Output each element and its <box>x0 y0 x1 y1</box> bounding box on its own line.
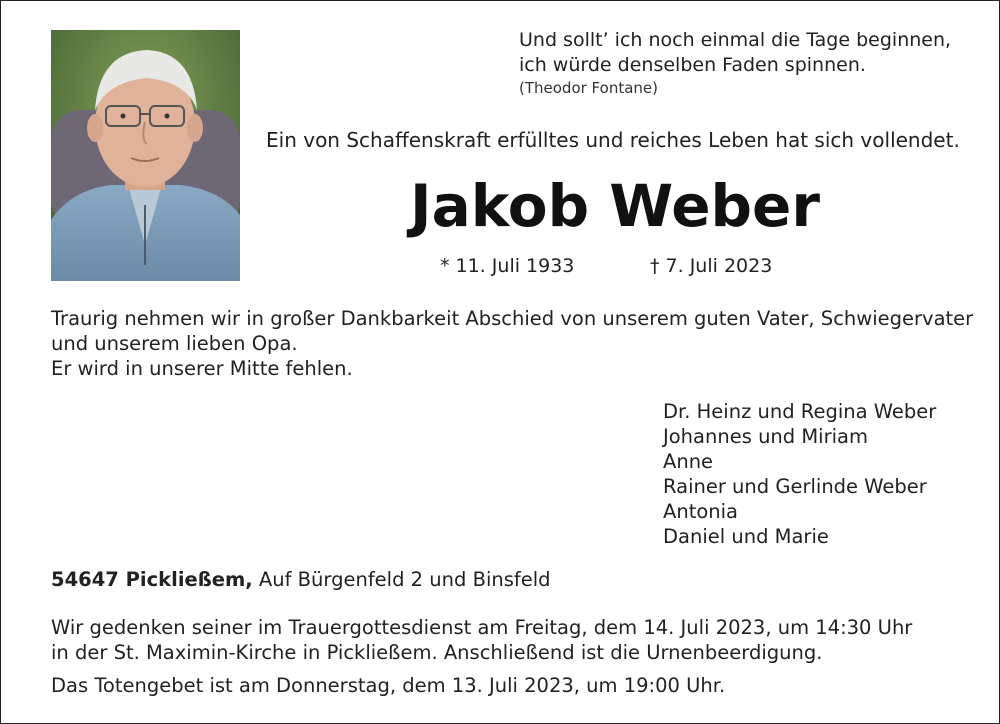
tagline: Ein von Schaffenskraft erfülltes und reiches Leben hat sich vollendet. <box>266 128 960 152</box>
message-line: Traurig nehmen wir in großer Dankbarkeit Abschied von unserem guten Vater, Schwiegervater <box>51 307 974 330</box>
quote-line-1: Und sollt’ ich noch einmal die Tage beginnen, <box>519 29 952 51</box>
death-date: † 7. Juli 2023 <box>650 255 773 277</box>
mourner: Rainer und Gerlinde Weber <box>663 475 927 498</box>
message-line: und unserem lieben Opa. <box>51 332 298 355</box>
quote-line-2: ich würde denselben Faden spinnen. <box>519 54 866 76</box>
service-line: in der St. Maximin-Kirche in Pickließem. Anschließend ist die Urnenbeerdigung. <box>51 641 823 664</box>
mourners-list <box>663 399 936 549</box>
quote <box>519 28 951 78</box>
address-street: Auf Bürgenfeld 2 und Binsfeld <box>258 568 551 591</box>
address-place: 54647 Pickließem, <box>51 568 253 591</box>
mourner: Antonia <box>663 500 739 523</box>
quote-source: (Theodor Fontane) <box>519 79 658 97</box>
mourner: Johannes und Miriam <box>663 425 868 448</box>
mourner: Daniel und Marie <box>663 525 829 548</box>
service-line: Wir gedenken seiner im Trauergottesdienst am Freitag, dem 14. Juli 2023, um 14:30 Uhr <box>51 616 913 639</box>
message-line: Er wird in unserer Mitte fehlen. <box>51 357 353 380</box>
funeral-service-info <box>51 615 912 665</box>
portrait-photo <box>51 30 240 281</box>
mourning-message <box>51 306 974 381</box>
mourner: Anne <box>663 450 714 473</box>
prayer-info: Das Totengebet ist am Donnerstag, dem 13. Juli 2023, um 19:00 Uhr. <box>51 674 726 697</box>
birth-date: * 11. Juli 1933 <box>440 255 575 277</box>
deceased-name: Jakob Weber <box>410 172 820 240</box>
mourner: Dr. Heinz und Regina Weber <box>663 400 937 423</box>
address <box>51 568 551 591</box>
